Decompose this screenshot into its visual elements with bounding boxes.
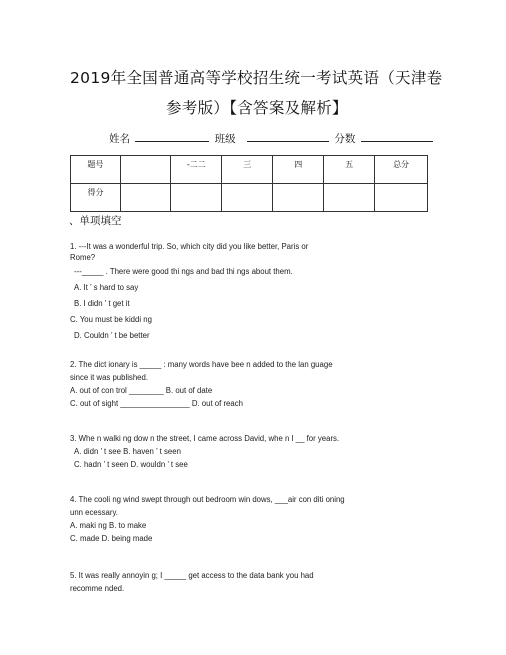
- option-a: A. It ’ s hard to say: [74, 283, 139, 292]
- document-title-line-1: 2019年全国普通高等学校招生统一考试英语（天津卷: [70, 69, 443, 87]
- question-3: [70, 433, 339, 470]
- score-table-header: -二二: [171, 156, 222, 184]
- question-text: Rome?: [70, 253, 96, 262]
- score-table-score-row: [71, 184, 428, 212]
- score-cell: [222, 184, 273, 212]
- question-4: [70, 494, 345, 544]
- document-title-line-2: 参考版）【含答案及解析】: [166, 99, 348, 117]
- score-row-label: 得分: [71, 184, 121, 212]
- score-table-header: 三: [222, 156, 273, 184]
- score-table-header: 总分: [375, 156, 428, 184]
- score-label: 分数: [334, 133, 356, 145]
- option-line: C. hadn ’ t seen D. wouldn ’ t see: [74, 460, 188, 469]
- option-b: B. I didn ’ t get it: [74, 299, 130, 308]
- score-table-header: [121, 156, 171, 184]
- score-blank: [361, 131, 433, 142]
- question-text: 1. ---It was a wonderful trip. So, which city did you like better, Paris or: [70, 242, 309, 251]
- question-text: 2. The dict ionary is _____ : many words have bee n added to the lan guage: [70, 360, 333, 369]
- question-text: 5. It was really annoyin g; I _____ get access to the data bank you had: [70, 571, 314, 580]
- score-cell: [375, 184, 428, 212]
- question-text: ---_____ . There were good thi ngs and bad thi ngs about them.: [74, 267, 293, 276]
- score-table-header: 五: [324, 156, 375, 184]
- option-line: C. made D. being made: [70, 534, 153, 543]
- option-line: A. maki ng B. to make: [70, 521, 147, 530]
- score-table-header: 题号: [71, 156, 121, 184]
- student-info-line: [109, 131, 435, 146]
- option-c: C. You must be kiddi ng: [70, 315, 152, 324]
- question-1: [70, 241, 308, 341]
- question-5: [70, 570, 314, 594]
- option-line: C. out of sight ________________ D. out of reach: [70, 399, 243, 408]
- option-line: A. out of con trol ________ B. out of date: [70, 386, 213, 395]
- class-label: 班级: [214, 133, 236, 145]
- question-2: [70, 359, 333, 409]
- score-cell: [171, 184, 222, 212]
- question-text: unn ecessary.: [70, 508, 118, 517]
- score-table: [70, 155, 428, 212]
- score-cell: [121, 184, 171, 212]
- score-table-header: 四: [273, 156, 324, 184]
- name-label: 姓名: [109, 133, 130, 145]
- option-d: D. Couldn ’ t be better: [74, 331, 150, 340]
- score-table-header-row: [71, 156, 428, 184]
- option-line: A. didn ’ t see B. haven ’ t seen: [74, 447, 181, 456]
- question-text: since it was published.: [70, 373, 149, 382]
- question-text: 4. The cooli ng wind swept through out bedroom win dows, ___air con diti oning: [70, 495, 345, 504]
- section-heading: 、单项填空: [69, 215, 122, 227]
- question-text: recomme nded.: [70, 584, 125, 593]
- name-blank: [135, 131, 209, 142]
- class-blank: [247, 131, 329, 142]
- score-cell: [324, 184, 375, 212]
- score-cell: [273, 184, 324, 212]
- question-text: 3. Whe n walki ng dow n the street, I came across David, whe n I __ for years.: [70, 434, 340, 443]
